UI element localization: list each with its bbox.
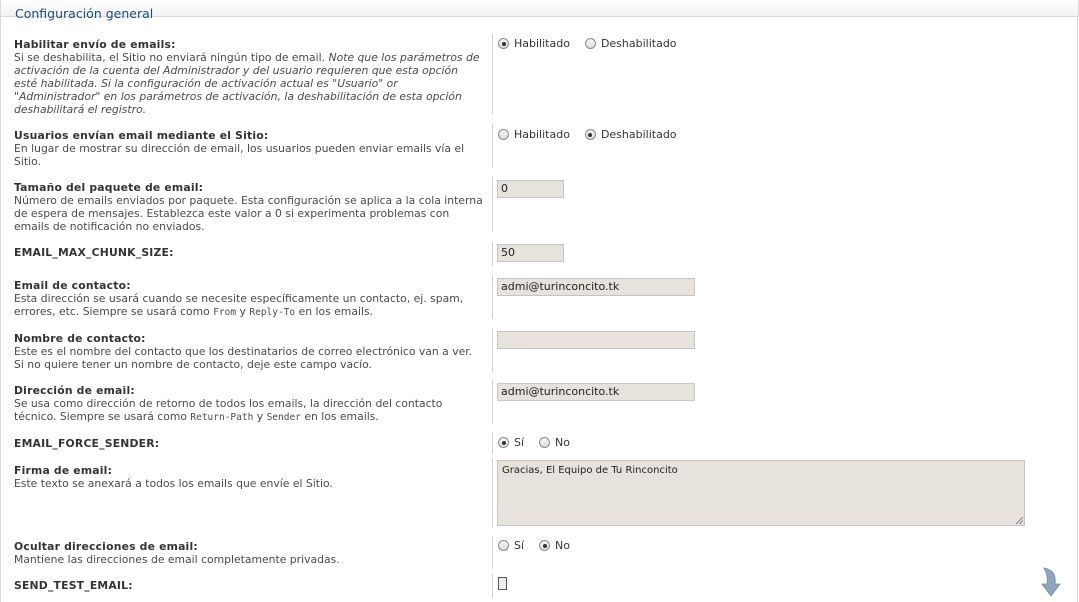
setting-contact-email [14,279,484,319]
max-chunk-input[interactable]: 50 [497,244,564,262]
send-test-checkbox[interactable] [498,577,507,590]
resize-grip-icon[interactable] [1016,517,1023,524]
radio-label: Deshabilitado [600,128,677,141]
setting-title: Usuarios envían email mediante el Sitio: [14,129,269,142]
radio-group-enable-email [498,37,692,50]
desc-italic: Note que los parámetros de activación de la cuenta del Administrador y del usuario requieren que esta opción esté habilitada. Si la configuración de activación actual es "Usuario" or "Administrador" en los parámetros de activación, la deshabilitación de esta opción deshabilitará el registro. [14,51,480,116]
desc-code: Sender [266,412,301,423]
divider [492,34,493,114]
desc-text: y [253,410,267,423]
setting-title: Firma de email: [14,464,113,477]
radio-label: Sí [514,539,525,552]
radio-label: No [555,539,571,552]
setting-title: Email de contacto: [14,279,131,292]
setting-title: Habilitar envío de emails: [14,38,176,51]
setting-title: EMAIL_MAX_CHUNK_SIZE: [14,246,174,259]
radio-label: Habilitado [514,37,570,50]
panel-border-left [0,17,1,602]
setting-description [14,397,484,424]
desc-code: From [213,307,237,318]
radio-label: Sí [514,436,525,449]
setting-max-chunk [14,246,484,259]
setting-title: EMAIL_FORCE_SENDER: [14,437,160,450]
contact-email-input[interactable]: admi@turinconcito.tk [497,278,695,296]
radio-enabled[interactable] [498,38,509,49]
setting-title: Dirección de email: [14,384,135,397]
setting-signature [14,464,484,490]
radio-yes[interactable] [498,437,509,448]
email-address-input[interactable]: admi@turinconcito.tk [497,383,695,401]
panel-border-right [1077,17,1078,602]
setting-hide-addresses [14,540,484,566]
setting-description: En lugar de mostrar su dirección de email, los usuarios pueden enviar emails vía el Sitio. [14,142,465,168]
signature-text: Gracias, El Equipo de Tu Rinconcito [502,465,678,476]
divider [492,536,493,568]
desc-text: y [236,305,250,318]
setting-users-email [14,129,484,168]
radio-enabled[interactable] [498,129,509,140]
panel-title: Configuración general [15,6,154,21]
panel-header [0,0,1079,21]
desc-text: Esta dirección se usará cuando se necesite específicamente un contacto, ej. spam, errores, etc. Siempre se usará como [14,292,464,318]
setting-send-test [14,579,484,592]
setting-description [14,292,484,319]
divider [492,176,493,232]
setting-title: Ocultar direcciones de email: [14,540,198,553]
packet-size-input[interactable]: 0 [497,180,564,198]
setting-enable-email [14,38,484,116]
divider [492,275,493,319]
signature-textarea[interactable] [497,460,1025,526]
radio-group-users-email [498,128,692,141]
setting-description [14,51,484,116]
desc-text: en los emails. [295,305,374,318]
desc-code: Return-Path [190,412,254,423]
radio-group-force-sender [498,436,585,449]
setting-title: Tamaño del paquete de email: [14,181,204,194]
setting-description: Este es el nombre del contacto que los destinatarios de correo electrónico van a ver. Si no quiere tener un nombre de contacto, deje este campo vacío. [14,345,473,371]
divider [492,380,493,424]
radio-yes[interactable] [498,540,509,551]
desc-plain: Si se deshabilita, el Sitio no enviará ningún tipo de email. [14,51,329,64]
desc-text: en los emails. [300,410,379,423]
divider [492,458,493,528]
divider [492,328,493,372]
setting-contact-name [14,332,484,371]
setting-description: Número de emails enviados por paquete. Esta configuración se aplica a la cola interna de espera de mensajes. Establezca este valor a 0 si experimenta problemas con emails de notificación no enviados. [14,194,483,233]
radio-disabled[interactable] [585,38,596,49]
radio-label: No [555,436,571,449]
radio-label: Deshabilitado [600,37,677,50]
radio-group-hide-addresses [498,539,585,552]
contact-name-input[interactable] [497,331,695,349]
setting-description: Este texto se anexará a todos los emails que envíe el Sitio. [14,477,333,490]
desc-text: Se usa como dirección de retorno de todos los emails, la dirección del contacto técnico. Siempre se usará como [14,397,443,423]
arrow-down-icon[interactable] [1038,566,1064,598]
radio-no[interactable] [539,437,550,448]
radio-disabled[interactable] [585,129,596,140]
setting-force-sender [14,437,484,450]
setting-packet-size [14,181,484,233]
desc-code: Reply-To [249,307,296,318]
divider [492,432,493,454]
setting-description: Mantiene las direcciones de email completamente privadas. [14,553,340,566]
radio-no[interactable] [539,540,550,551]
setting-title: Nombre de contacto: [14,332,146,345]
setting-email-address [14,384,484,424]
setting-title: SEND_TEST_EMAIL: [14,579,133,592]
divider [492,242,493,266]
radio-label: Habilitado [514,128,570,141]
divider [492,574,493,598]
divider [492,124,493,168]
